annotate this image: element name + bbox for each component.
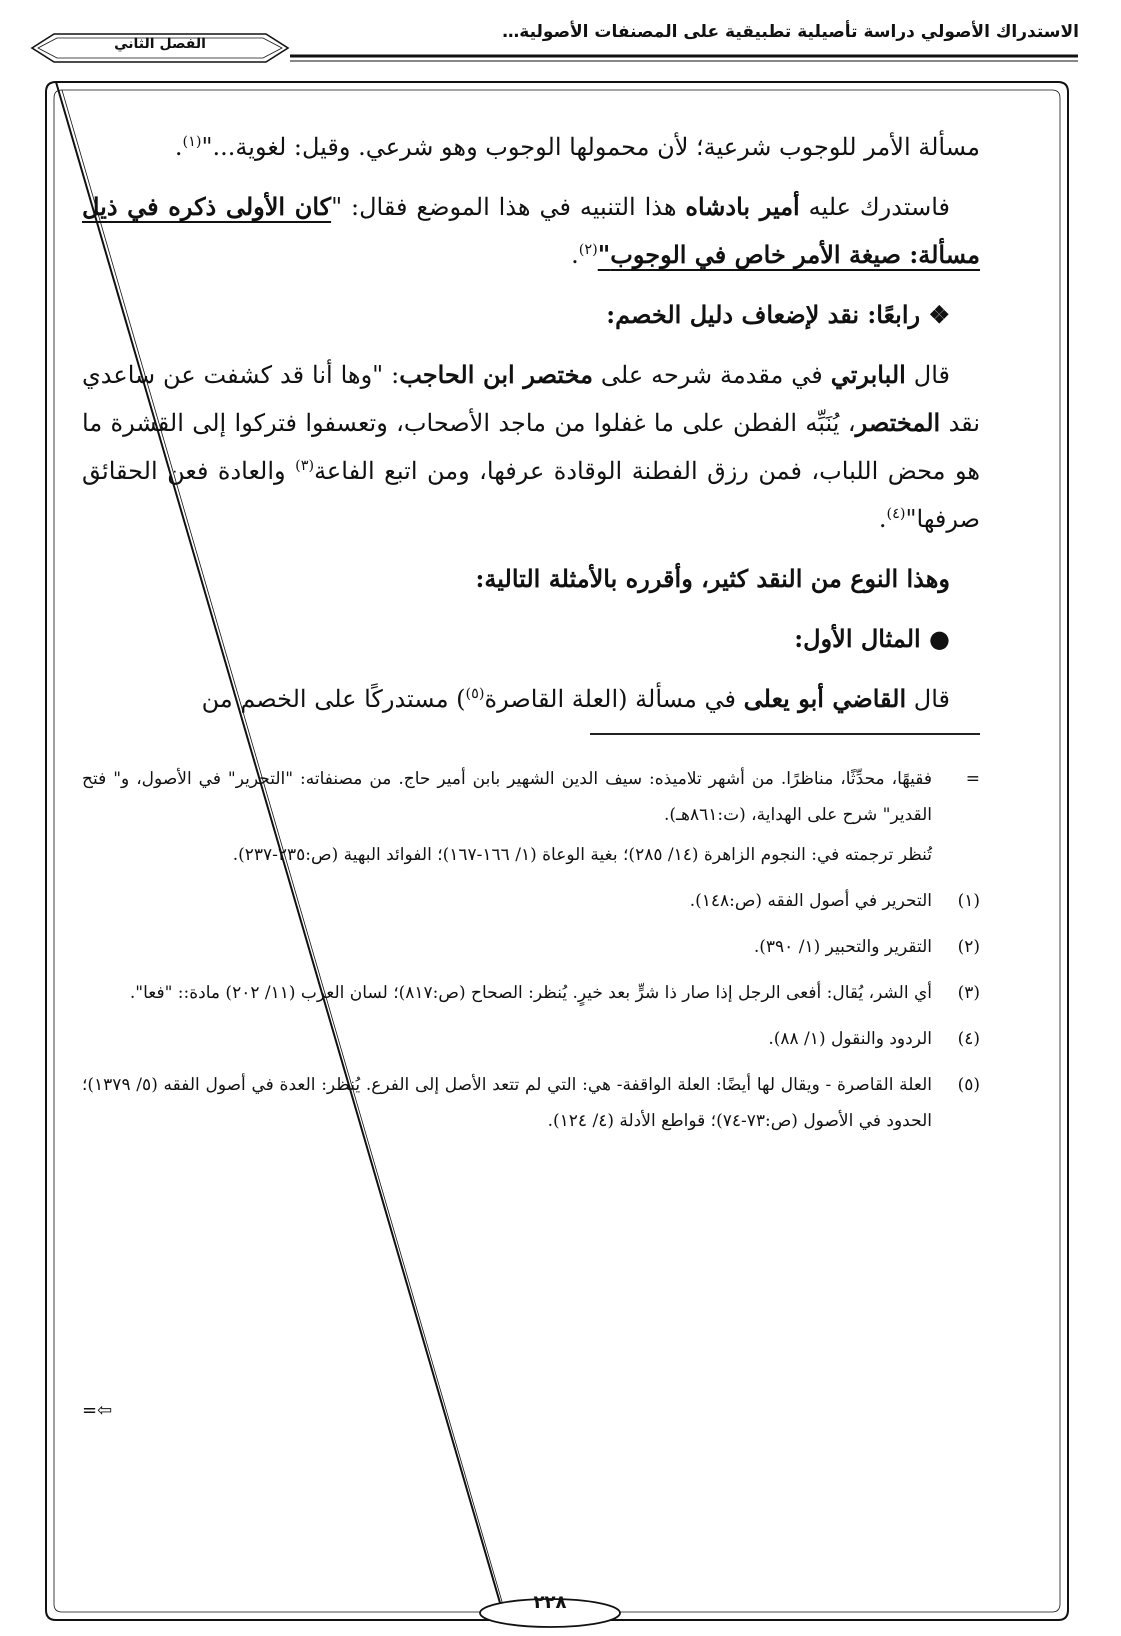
book-short-title: المختصر bbox=[855, 408, 941, 437]
footnote-4: (٤) الردود والنقول (١/ ٨٨). bbox=[768, 1029, 980, 1049]
footnotes bbox=[82, 761, 980, 1139]
author-name-amir-badshah: أمير بادشاه bbox=[685, 192, 800, 221]
footnote-1: (١) التحرير في أصول الفقه (ص:١٤٨). bbox=[689, 891, 980, 911]
footnote-2: (٢) التقرير والتحبير (١/ ٣٩٠). bbox=[753, 937, 980, 957]
footnote-3: (٣) أي الشر، يُقال: أفعى الرجل إذا صار ذا شرٍّ بعد خيرٍ. يُنظر: الصحاح (ص:٨١٧)؛ لسان العرب (١١/ ٢٠٢) مادة:: "فعا". bbox=[129, 983, 980, 1003]
running-title: الاستدراك الأصولي دراسة تأصيلية تطبيقية على المصنفات الأصولية… bbox=[502, 22, 1079, 42]
page-number: ٢٢٨ bbox=[533, 1592, 567, 1613]
paragraph-quote-end: مسألة الأمر للوجوب شرعية؛ لأن محمولها الوجوب وهو شرعي. وقيل: لغوية..."$^{(١)}$. bbox=[174, 133, 980, 161]
footnote-continuation: = فقيهًا، محدِّثًا، مناظرًا. من أشهر تلاميذه: سيف الدين الشهير بابن أمير حاج. من مصنفاته: "التحرير" في الأصول، و" فتح القدير" شرح على الهداية، (ت:٨٦١هـ). bbox=[82, 761, 980, 833]
footnote-ref-4: (٤) bbox=[886, 506, 906, 522]
footnote-ref-2: (٢) bbox=[578, 242, 598, 258]
example-heading-first: ● المثال الأول: bbox=[794, 624, 950, 653]
footnote-ref-5: (٥) bbox=[465, 686, 485, 702]
section-heading-fourth: ❖ رابعًا: نقد لإضعاف دليل الخصم: bbox=[606, 300, 950, 329]
paragraph-qadi-abu-yala: قال القاضي أبو يعلى في مسألة (العلة القاصرة$^{(٥)}$) مستدركًا على الخصم من bbox=[201, 684, 950, 713]
footnote-ref-1: (١) bbox=[182, 134, 202, 150]
continuation-mark: = bbox=[965, 769, 980, 789]
author-name-qadi: القاضي أبو يعلى bbox=[743, 684, 907, 713]
intro-examples: وهذا النوع من النقد كثير، وأقرره بالأمثلة التالية: bbox=[475, 564, 950, 593]
footnote-ref-3: (٣) bbox=[295, 458, 315, 474]
paragraph-babarti: قال البابرتي في مقدمة شرحه على مختصر ابن الحاجب: "وها أنا قد كشفت عن ساعدي نقد المختصر، يُنَبِّه الفطن على ما غفلوا من ماجد الأصحاب، وتعسفوا فتركوا إلى القشرة ما هو محض اللباب، فمن رزق الفطنة الوقادة عرفها، ومن اتبع الفاعة$^{(٣)}$ والعادة فعن الحقائق صرفها"$^{(٤)}$. bbox=[82, 360, 981, 533]
footnote-continuation-sources: تُنظر ترجمته في: النجوم الزاهرة (١٤/ ٢٨٥)؛ بغية الوعاة (١/ ١٦٦-١٦٧)؛ الفوائد البهية (ص:٢٣٥-٢٣٧). bbox=[232, 845, 932, 865]
footnote-5: (٥) العلة القاصرة - ويقال لها أيضًا: العلة الواقفة- هي: التي لم تتعد الأصل إلى الفرع. يُنظر: العدة في أصول الفقه (٥/ ١٣٧٩)؛ الحدود في الأصول (ص:٧٣-٧٤)؛ قواطع الأدلة (٤/ ١٢٤). bbox=[82, 1075, 980, 1131]
book-title-mukhtasar: مختصر ابن الحاجب bbox=[399, 360, 593, 389]
footnote-separator bbox=[590, 733, 980, 735]
page-content bbox=[82, 123, 980, 1149]
chapter-label: الفصل الثاني bbox=[114, 36, 206, 52]
main-text bbox=[82, 123, 980, 723]
continues-next-page-marker: ⇦= bbox=[82, 1400, 113, 1421]
author-name-babarti: البابرتي bbox=[830, 360, 906, 389]
paragraph-amir-badshah: فاستدرك عليه أمير بادشاه هذا التنبيه في هذا الموضع فقال: "كان الأولى ذكره في ذيل مسألة: صيغة الأمر خاص في الوجوب"$^{(٢)}$. bbox=[82, 192, 980, 269]
underlined-quote: كان الأولى ذكره في ذيل مسألة: صيغة الأمر خاص في الوجوب bbox=[82, 192, 980, 269]
